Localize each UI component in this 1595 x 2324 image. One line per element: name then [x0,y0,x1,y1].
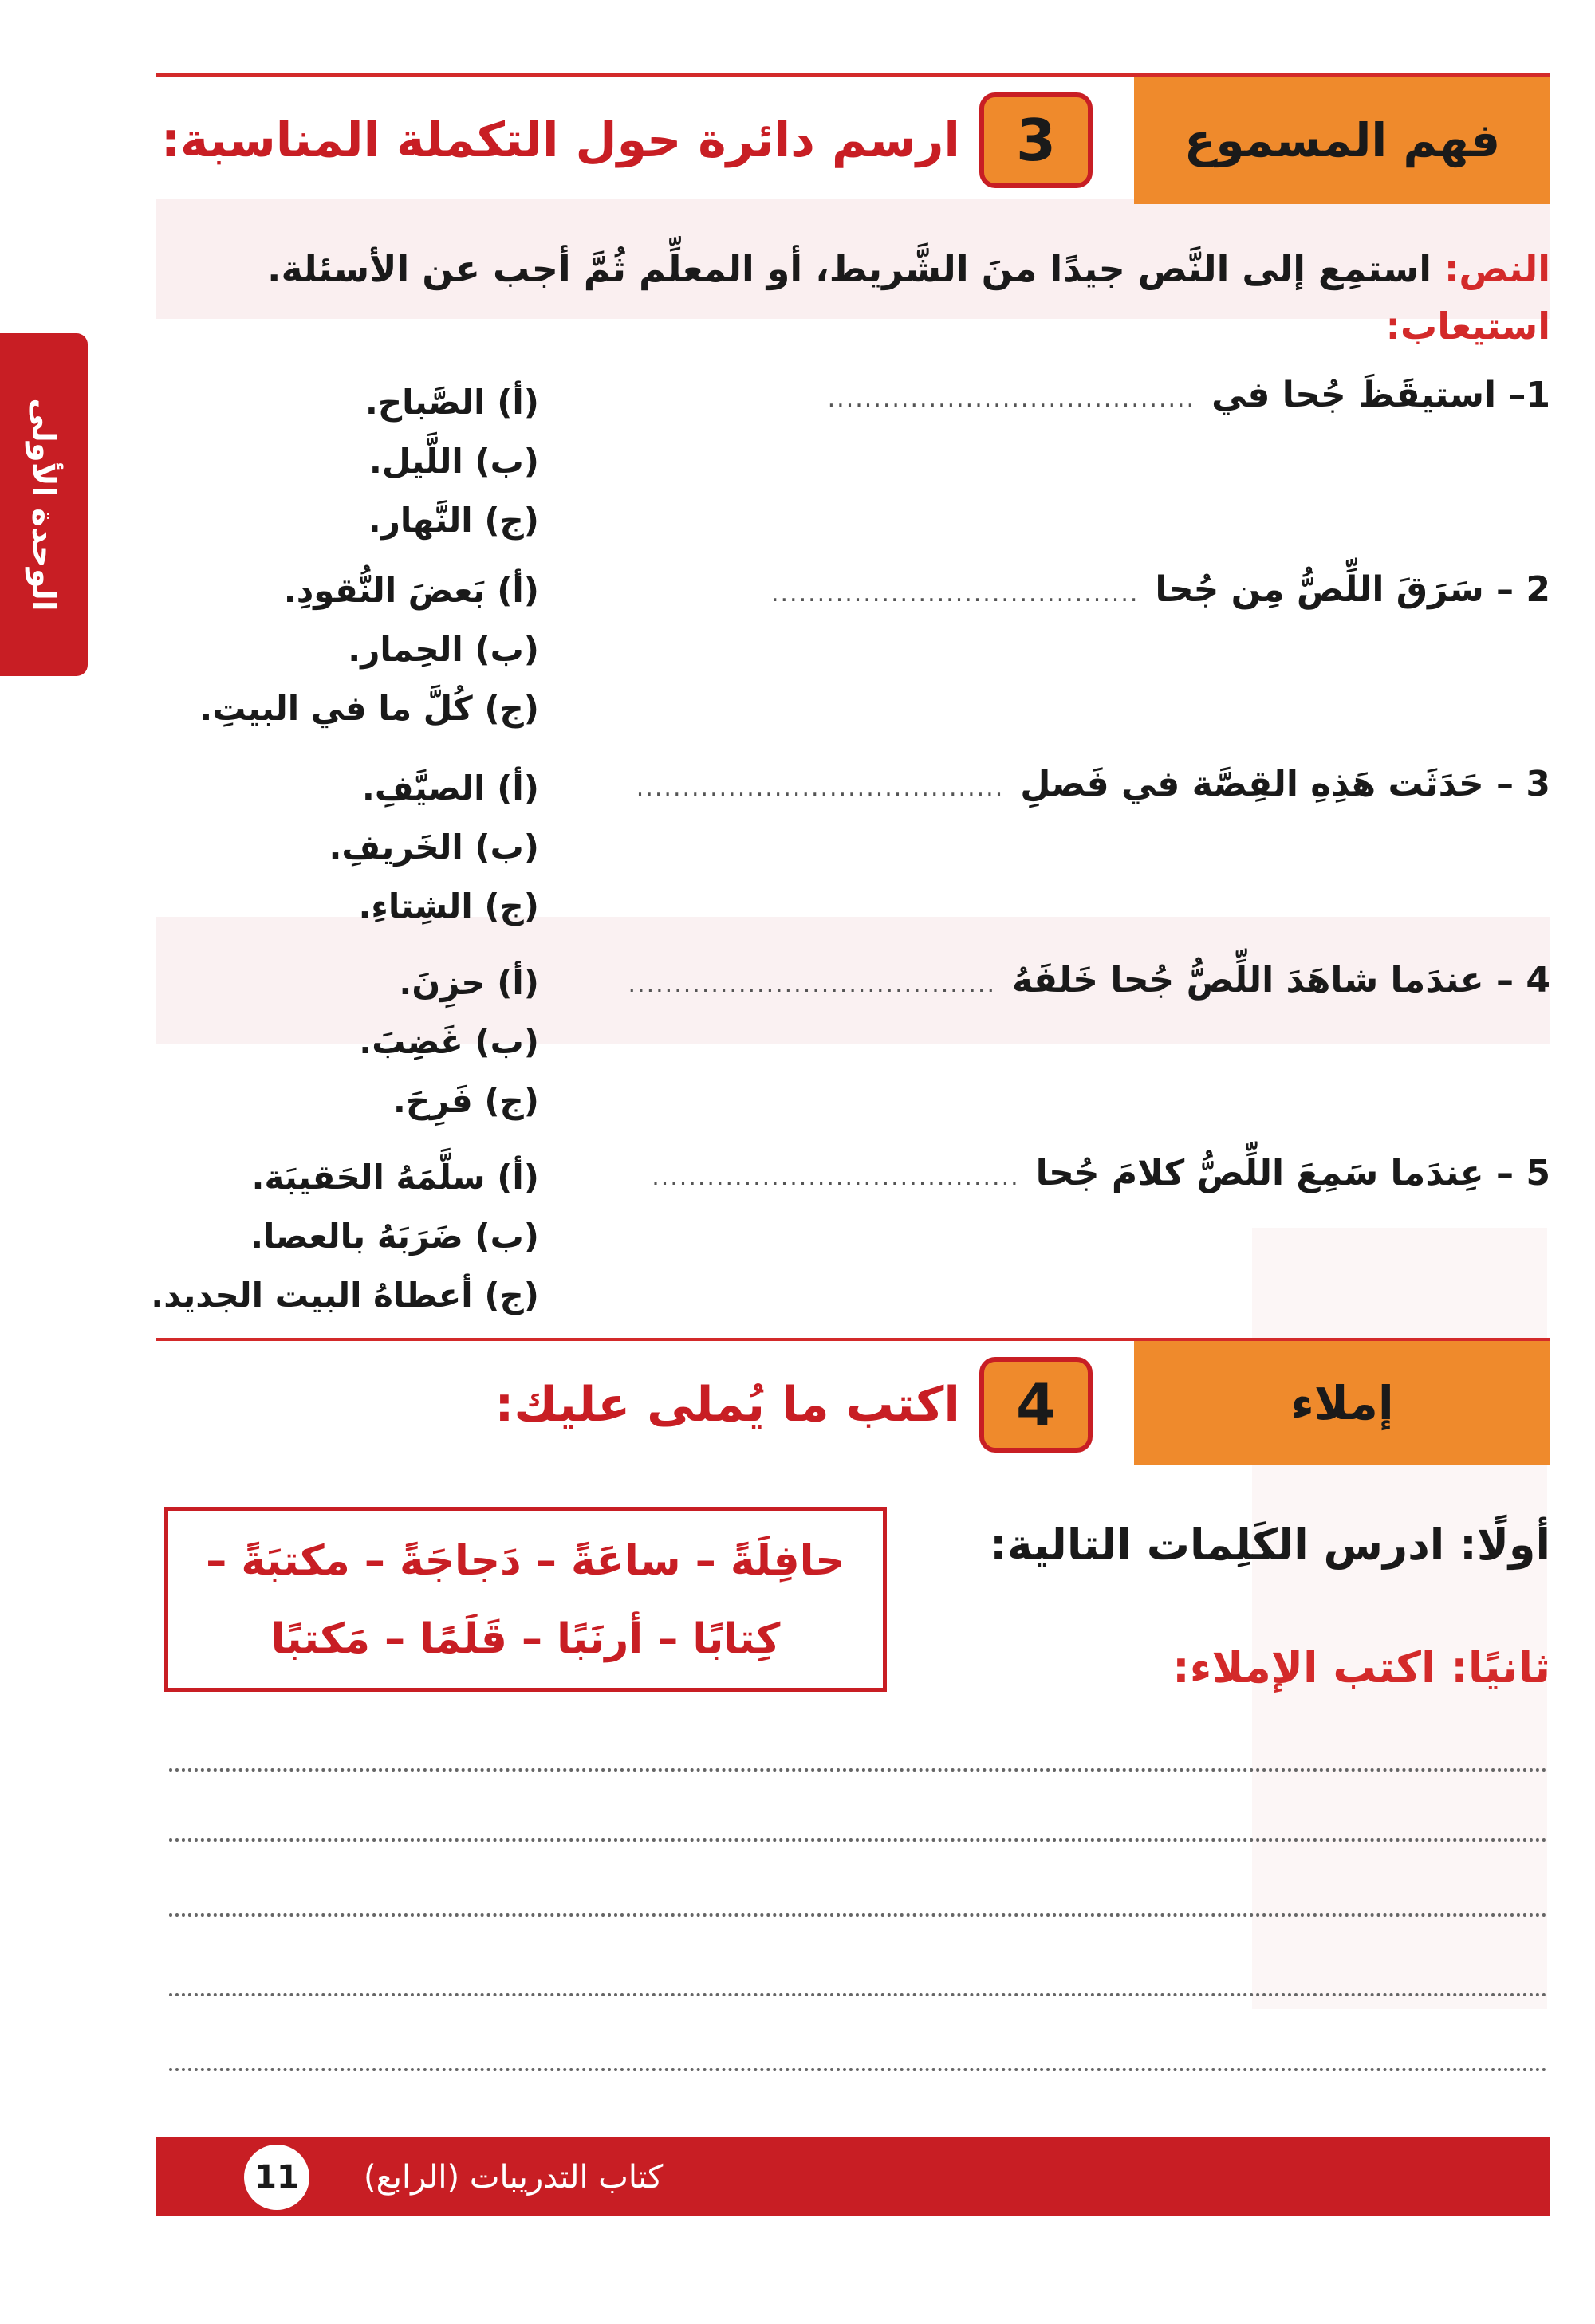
option[interactable]: (ج) الشِتاءِ. [358,887,539,926]
answer-dots: ........................................ [770,580,1140,608]
answer-dots: ........................................ [628,970,996,998]
writing-line[interactable] [169,1838,1547,1842]
answer-dots: ........................................ [652,1163,1020,1191]
answer-dots: ........................................ [636,774,1005,802]
page-number: 11 [244,2145,309,2210]
question-2 [689,569,1550,610]
answer-dots: ........................................ [827,385,1196,413]
question-2-options [156,561,539,738]
option[interactable]: (ب) غَضِبَ. [359,1022,539,1061]
question-4 [628,960,1550,1001]
section-4-instruction: اكتب ما يُملى عليك: [494,1377,960,1433]
question-5 [652,1153,1550,1193]
comprehension-heading: استيعاب: [1385,305,1550,348]
section-3-tag: فهم المسموع [1134,77,1550,204]
option[interactable]: (أ) حزِنَ. [399,963,539,1002]
question-3 [636,764,1550,804]
words-line: حافِلَةً – ساعَةً – دَجاجَةً – مكتبَةً – [206,1537,845,1585]
question-text: 5 – عِندَما سَمِعَ اللِّصُّ كلامَ جُحا [1035,1153,1550,1193]
option[interactable]: (ج) كُلَّ ما في البيتِ. [199,689,539,728]
writing-line[interactable] [169,1768,1547,1772]
section-3-header [156,77,1550,204]
unit-label: الوحدة الأولى [26,398,63,611]
option[interactable]: (أ) بَعضَ النُّقودِ. [283,571,539,610]
question-text: 2 – سَرَقَ اللِّصُّ مِن جُحا [1155,569,1550,610]
option[interactable]: (أ) الصَّباح. [364,383,539,422]
section-4-tag: إملاء [1134,1341,1550,1465]
option[interactable]: (أ) الصيَّفِ. [361,769,539,808]
question-4-options [156,954,539,1131]
option[interactable]: (ب) الحِمار. [348,630,539,669]
section-4-header [156,1341,1550,1465]
option[interactable]: (ب) اللَّيل. [368,442,539,481]
writing-line[interactable] [169,2068,1547,2071]
section-3-number: 3 [979,92,1093,188]
dictation-heading: ثانيًا: اكتب الإملاء: [1172,1642,1550,1693]
option[interactable]: (ج) النَّهار. [368,501,539,540]
question-text: 1– استيقَظَ جُحا في [1211,375,1550,415]
intro-line [267,247,1550,290]
option[interactable]: (ب) ضَرَبَهُ بالعصا. [250,1217,539,1256]
study-heading: أولًا: ادرس الكَلِمات التالية: [990,1520,1550,1570]
option[interactable]: (ج) أعطاهُ البيت الجديد. [151,1276,539,1315]
unit-side-tab [0,333,88,676]
option[interactable]: (ب) الخَريفِ. [329,828,539,867]
option[interactable]: (ج) فَرِحَ. [392,1081,539,1120]
book-title: كتاب التدريبات (الرابع) [364,2159,664,2196]
question-text: 3 – حَدَثَت هَذِهِ القِصَّة في فَصلِ [1020,764,1550,804]
question-1 [689,375,1550,415]
words-line: كِتابًا – أرنَبًا – قَلَمًا – مَكتبًا [270,1615,781,1663]
question-1-options [156,373,539,550]
question-text: 4 – عندَما شاهَدَ اللِّصُّ جُحا خَلفَهُ [1011,960,1550,1001]
question-5-options [151,1148,539,1325]
writing-line[interactable] [169,1993,1547,1996]
section-3-instruction: ارسم دائرة حول التكملة المناسبة: [160,112,960,168]
intro-text: استمِع إلى النَّص جيدًا منَ الشَّريط، أو المعلِّم ثُمَّ أجب عن الأسئلة. [267,247,1432,290]
writing-line[interactable] [169,1913,1547,1917]
option[interactable]: (أ) سلَّمَهُ الحَقيبَة. [251,1158,539,1197]
intro-label: النص: [1444,247,1550,290]
section-4-number: 4 [979,1357,1093,1453]
question-3-options [156,759,539,936]
words-box [164,1507,887,1692]
